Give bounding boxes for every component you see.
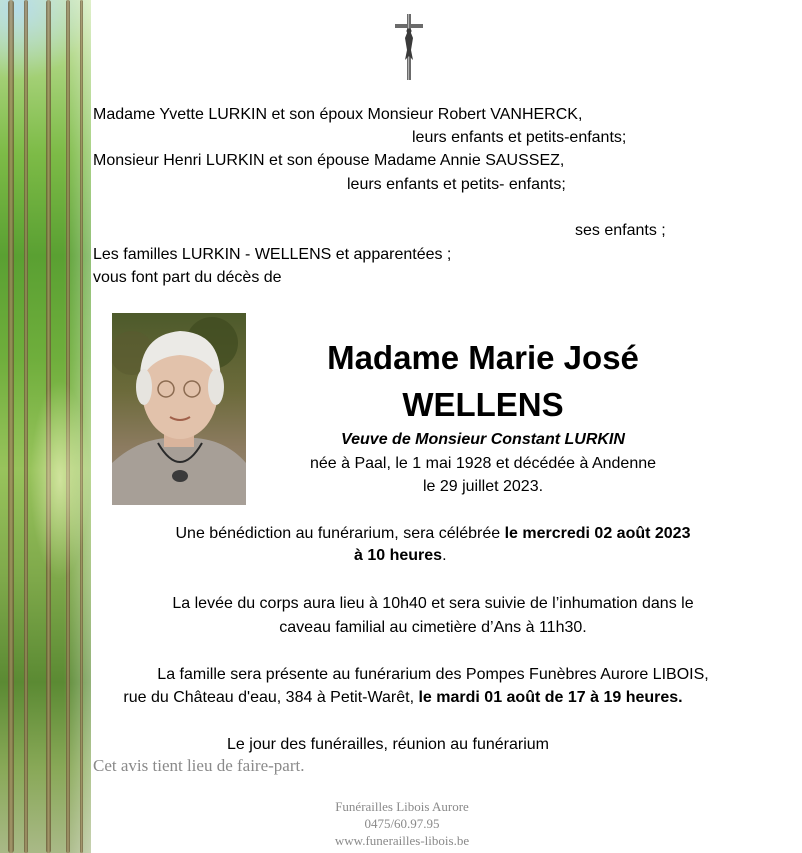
forest-side-image	[0, 0, 91, 853]
visitation-line-1: La famille sera présente au funérarium des Pompes Funèbres Aurore LIBOIS,	[157, 666, 709, 683]
birth-death-line-1: née à Paal, le 1 mai 1928 et décédée à Andenne	[309, 455, 657, 472]
family-line-2: leurs enfants et petits-enfants;	[412, 129, 627, 146]
family-line-6: Les familles LURKIN - WELLENS et apparentées ;	[93, 246, 452, 263]
burial-line-1: La levée du corps aura lieu à 10h40 et sera suivie de l’inhumation dans le	[172, 595, 694, 612]
birth-death-line-2: le 29 juillet 2023.	[422, 478, 544, 495]
tree-trunk	[24, 0, 28, 853]
blessing-time: à 10 heures	[354, 547, 443, 564]
blessing-text: Une bénédiction au funérarium, sera célébrée	[175, 525, 505, 542]
family-line-4: leurs enfants et petits- enfants;	[347, 176, 566, 193]
crucifix-icon	[393, 12, 425, 82]
burial-line-2: caveau familial au cimetière d’Ans à 11h30.	[279, 619, 587, 636]
reunion-line: Le jour des funérailles, réunion au funérarium	[227, 736, 549, 753]
footer-phone: 0475/60.97.95	[364, 816, 440, 831]
blessing-line-1	[93, 522, 773, 545]
portrait-photo	[112, 313, 246, 505]
blessing-end: .	[442, 547, 447, 564]
family-line-5: ses enfants ;	[575, 222, 666, 239]
tree-trunk	[8, 0, 14, 853]
forest-light	[30, 380, 90, 580]
blessing-line-2	[354, 546, 447, 566]
visitation-address: rue du Château d'eau, 384 à Petit-Warêt,	[123, 689, 419, 706]
footer-website[interactable]: www.funerailles-libois.be	[334, 833, 470, 848]
deceased-name-line-2: WELLENS	[402, 386, 564, 423]
visitation-time: le mardi 01 août de 17 à 19 heures.	[418, 689, 683, 706]
deceased-name-line-1: Madame Marie José	[327, 339, 639, 376]
visitation-line-2	[93, 686, 713, 709]
footer-company: Funérailles Libois Aurore	[335, 799, 469, 814]
family-line-3: Monsieur Henri LURKIN et son épouse Madame Annie SAUSSEZ,	[93, 152, 565, 169]
family-line-1: Madame Yvette LURKIN et son époux Monsieur Robert VANHERCK,	[93, 106, 583, 123]
widow-of: Veuve de Monsieur Constant LURKIN	[341, 431, 625, 448]
blessing-date: le mercredi 02 août 2023	[504, 525, 691, 542]
family-line-7: vous font part du décès de	[93, 269, 282, 286]
notice-text: Cet avis tient lieu de faire-part.	[93, 756, 305, 775]
